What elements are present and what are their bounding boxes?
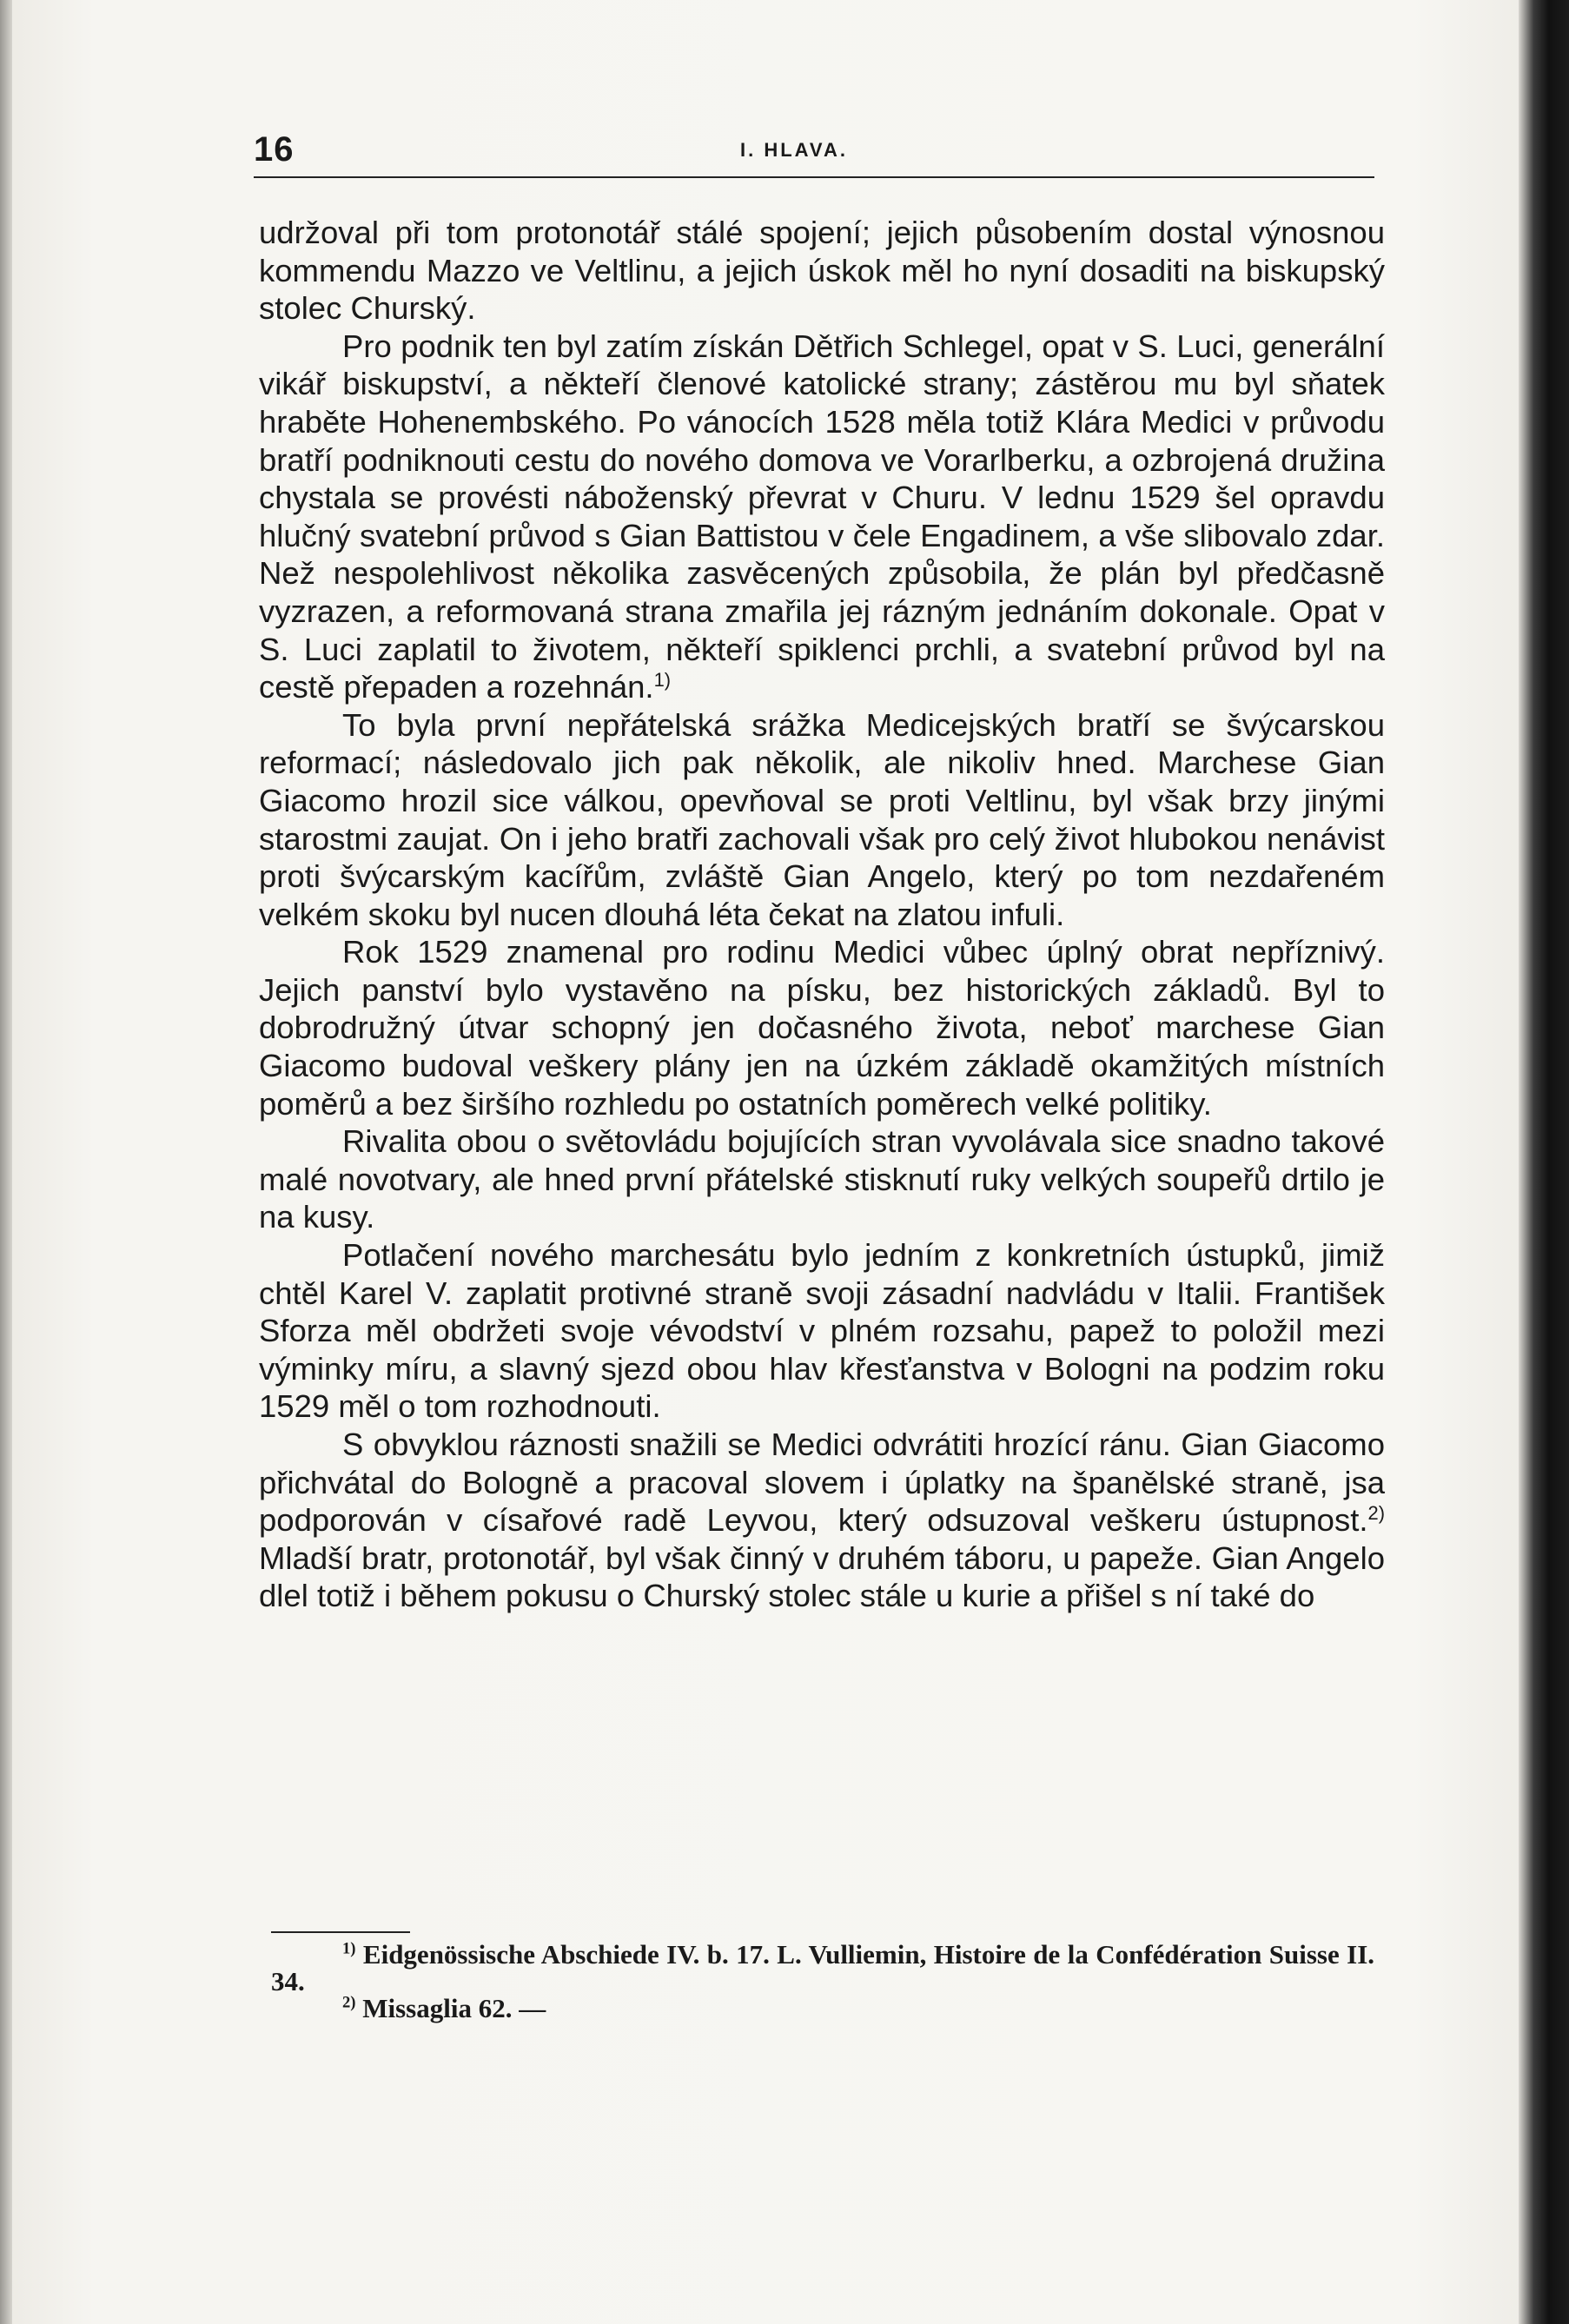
footnote-marker: 2): [1367, 1502, 1385, 1525]
footnote-number: 1): [342, 1939, 356, 1958]
footnote-number: 2): [342, 1993, 356, 2012]
footnotes: [271, 1941, 1374, 2022]
paragraph: To byla první nepřátelská srážka Medicejských bratří se švýcarskou reformací; následovalo jich pak několik, ale nikoliv hned. Marchese Gian Giacomo hrozil sice válkou, opevňoval se proti Veltlinu, byl však brzy jinými starostmi zaujat. On i jeho bratři zachovali však pro celý život hlubokou nenávist proti švýcarským kacířům, zvláště Gian Angelo, který po tom nezdařeném velkém skoku byl nucen dlouhá léta čekat na zlatou infuli.: [259, 706, 1385, 932]
footnote-rule: [271, 1931, 410, 1933]
paragraph: udržoval při tom protonotář stálé spojení; jejich působením dostal výnosnou kommendu Mazzo ve Veltlinu, a jejich úskok měl ho nyní dosaditi na biskupský stolec Churský.: [259, 215, 1385, 327]
footnote: [271, 1995, 1374, 2022]
footnote-marker: 1): [653, 668, 672, 691]
running-head: I. HLAVA.: [740, 139, 848, 161]
paragraph-text: Mladší bratr, protonotář, byl však činný v druhém táboru, u papeže. Gian Angelo dlel totiž i během pokusu o Churský stolec stále u kurie a přišel s ní také do: [259, 1539, 1385, 1614]
paragraph-text: Pro podnik ten byl zatím získán Dětřich Schlegel, opat v S. Luci, generální vikář biskupství, a někteří členové katolické strany; zástěrou mu byl sňatek hraběte Hohenembského. Po vánocích 1528 měla totiž Klára Medici v průvodu bratří podniknouti cestu do nového domova ve Vorarlberku, a ozbrojená družina chystala se provésti náboženský převrat v Churu. V lednu 1529 šel opravdu hlučný svatební průvod s Gian Battistou v čele Engadinem, a vše slibovalo zdar. Než nespolehlivost několika zasvěcených způsobila, že plán byl předčasně vyzrazen, a reformovaná strana zmařila jej rázným jednáním dokonale. Opat v S. Luci zaplatil to životem, někteří spiklenci prchli, a svatební průvod byl na cestě přepaden a rozehnán.: [259, 328, 1385, 705]
page-header: [254, 130, 1374, 175]
footnote-text: Eidgenössische Abschiede IV. b. 17. L. Vulliemin, Histoire de la Confédération Suisse II. 34.: [271, 1939, 1375, 1996]
footnote: [271, 1941, 1374, 1995]
paragraph: [259, 1426, 1385, 1615]
header-rule: [254, 176, 1374, 178]
paragraph: [259, 328, 1385, 706]
paragraph: Potlačení nového marchesátu bylo jedním z konkretních ústupků, jimiž chtěl Karel V. zaplatit protivné straně svoji zásadní nadvládu v Italii. František Sforza měl obdržeti svoje vévodství v plném rozsahu, papež to položil mezi výminky míru, a slavný sjezd obou hlav křesťanstva v Bologni na podzim roku 1529 měl o tom rozhodnouti.: [259, 1237, 1385, 1425]
page-right-edge-binding: [1519, 0, 1569, 2324]
paragraph: Rivalita obou o světovládu bojujících stran vyvolávala sice snadno takové malé novotvary, ale hned první přátelské stisknutí ruky velkých soupeřů drtilo je na kusy.: [259, 1123, 1385, 1235]
footnote-text: Missaglia 62. —: [362, 1993, 546, 2023]
body-text: [259, 214, 1385, 1615]
page-left-edge-shadow: [0, 0, 12, 2324]
paragraph: Rok 1529 znamenal pro rodinu Medici vůbec úplný obrat nepříznivý. Jejich panství bylo vystavěno na písku, bez historických základů. Byl to dobrodružný útvar schopný jen dočasného života, neboť marchese Gian Giacomo budoval veškery plány jen na úzkém základě okamžitých místních poměrů a bez širšího rozhledu po ostatních poměrech velké politiky.: [259, 934, 1385, 1122]
page-number: 16: [254, 130, 295, 169]
paragraph-text: S obvyklou ráznosti snažili se Medici odvrátiti hrozící ránu. Gian Giacomo přichvátal do Bologně a pracoval slovem i úplatky na španělské straně, jsa podporován v císařové radě Leyvou, který odsuzoval veškeru ústupnost.: [259, 1427, 1385, 1539]
